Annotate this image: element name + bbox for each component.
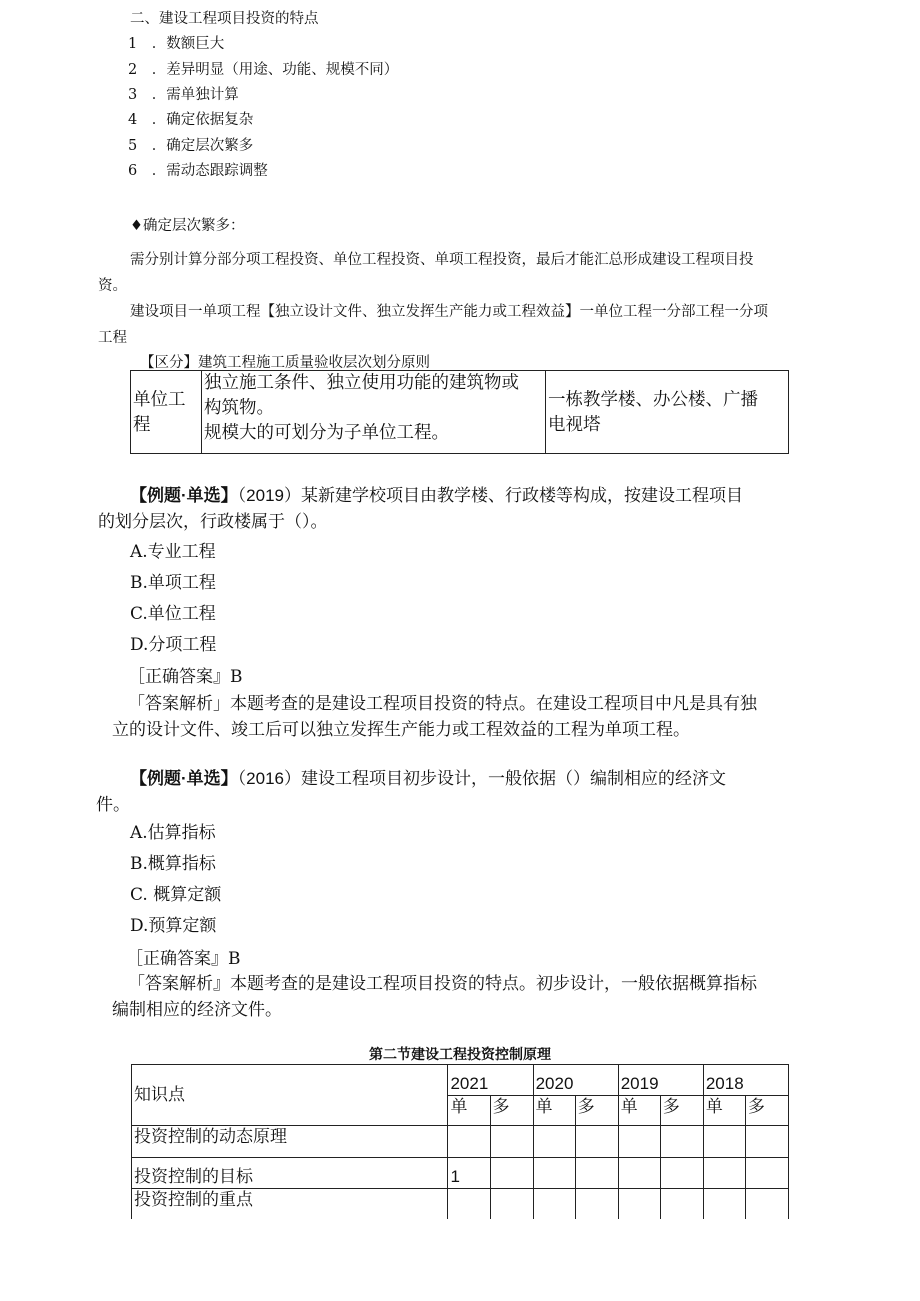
example-question-line [130,764,726,789]
answer-analysis: 立的设计文件、竣工后可以独立发挥生产能力或工程效益的工程为单项工程。 [112,720,690,740]
question-text: 建设工程项目初步设计，一般依据（）编制相应的经济文 [301,769,726,789]
example-year: （2019） [237,486,301,505]
list-item: 3 ．需单独计算 [128,87,239,103]
count-cell [575,1189,618,1219]
cell-text: 构筑物。 [204,398,274,418]
row-label: 投资控制的动态原理 [132,1126,448,1158]
example-tag: 【例题·单选】 [130,769,238,788]
option: D.分项工程 [130,635,217,655]
cell-text: 程 [133,415,151,435]
count-cell [533,1189,575,1219]
table-row [132,1189,789,1219]
single-choice-header: 单 [533,1096,575,1126]
option: A.专业工程 [130,542,216,562]
count-cell [745,1158,788,1189]
example-question-line [130,481,743,506]
example-tag: 【例题·单选】 [130,486,238,505]
count-cell [490,1158,533,1189]
count-cell [533,1126,575,1158]
cell-text: 规模大的可划分为子单位工程。 [204,423,449,443]
single-choice-header: 单 [618,1096,660,1126]
correct-answer: ［正确答案』B [128,667,243,687]
list-item: 5 ．确定层次繁多 [128,138,254,154]
multi-choice-header: 多 [660,1096,703,1126]
cell-text: 一栋教学楼、办公楼、广播 [548,390,758,410]
year-header: 2019 [618,1065,703,1096]
bullet-heading: ♦确定层次繁多： [130,218,245,234]
question-text: 某新建学校项目由教学楼、行政楼等构成，按建设工程项目 [301,486,743,506]
option: B.单项工程 [130,573,216,593]
count-cell [490,1126,533,1158]
count-cell [448,1189,490,1219]
table-cell [546,371,789,454]
count-cell [618,1158,660,1189]
distinction-note: 【区分】建筑工程施工质量验收层次划分原则 [140,355,430,371]
count-cell [660,1189,703,1219]
count-cell [575,1126,618,1158]
answer-analysis: 「答案解析」本题考查的是建设工程项目投资的特点。在建设工程项目中凡是具有独 [128,694,757,714]
multi-choice-header: 多 [575,1096,618,1126]
count-cell [618,1126,660,1158]
list-item: 4 ．确定依据复杂 [128,112,254,128]
table-cell [202,371,546,454]
correct-answer: ［正确答案』B [126,949,241,969]
table-row [132,1158,789,1189]
count-cell: 1 [448,1158,490,1189]
single-choice-header: 单 [448,1096,490,1126]
paragraph-line: 需分别计算分部分项工程投资、单位工程投资、单项工程投资，最后才能汇总形成建设工程项目投 [130,252,754,268]
count-cell [745,1126,788,1158]
section-title: 第二节建设工程投资控制原理 [369,1046,551,1062]
cell-text: 独立施工条件、独立使用功能的建筑物或 [204,373,519,393]
answer-analysis: 「答案解析』本题考查的是建设工程项目投资的特点。初步设计，一般依据概算指标 [128,974,757,994]
knowledge-point-table [131,1064,789,1219]
cell-text: 电视塔 [548,415,601,435]
option: B.概算指标 [130,854,216,874]
cell-text: 单位工 [133,390,186,410]
count-cell [575,1158,618,1189]
example-year: （2016） [237,769,301,788]
year-header: 2021 [448,1065,533,1096]
row-label: 投资控制的重点 [132,1189,448,1219]
option: C.单位工程 [130,604,216,624]
paragraph-line: 建设项目一单项工程【独立设计文件、独立发挥生产能力或工程效益】一单位工程一分部工程一分项 [130,304,768,320]
count-cell [448,1126,490,1158]
multi-choice-header: 多 [745,1096,788,1126]
single-choice-header: 单 [703,1096,745,1126]
table-row [132,1126,789,1158]
year-header: 2020 [533,1065,618,1096]
count-cell [703,1189,745,1219]
answer-analysis: 编制相应的经济文件。 [112,1000,282,1020]
multi-choice-header: 多 [490,1096,533,1126]
list-item: 2 ．差异明显（用途、功能、规模不同） [128,62,399,78]
year-header: 2018 [703,1065,788,1096]
option: D.预算定额 [130,916,217,936]
count-cell [533,1158,575,1189]
option: C. 概算定额 [130,885,222,905]
list-item: 1 ．数额巨大 [128,36,225,52]
paragraph-line: 工程 [98,330,127,346]
section-heading: 二、建设工程项目投资的特点 [130,11,319,27]
header-knowledge-point: 知识点 [132,1065,448,1126]
count-cell [660,1158,703,1189]
paragraph-line: 资。 [98,278,127,294]
question-text: 的划分层次，行政楼属于（）。 [98,512,328,532]
unit-project-table [130,370,789,454]
count-cell [490,1189,533,1219]
count-cell [703,1158,745,1189]
question-text: 件。 [96,795,130,815]
count-cell [745,1189,788,1219]
count-cell [618,1189,660,1219]
row-label: 投资控制的目标 [132,1158,448,1189]
count-cell [703,1126,745,1158]
list-item: 6 ．需动态跟踪调整 [128,163,268,179]
table-cell [131,371,202,454]
option: A.估算指标 [130,823,216,843]
count-cell [660,1126,703,1158]
